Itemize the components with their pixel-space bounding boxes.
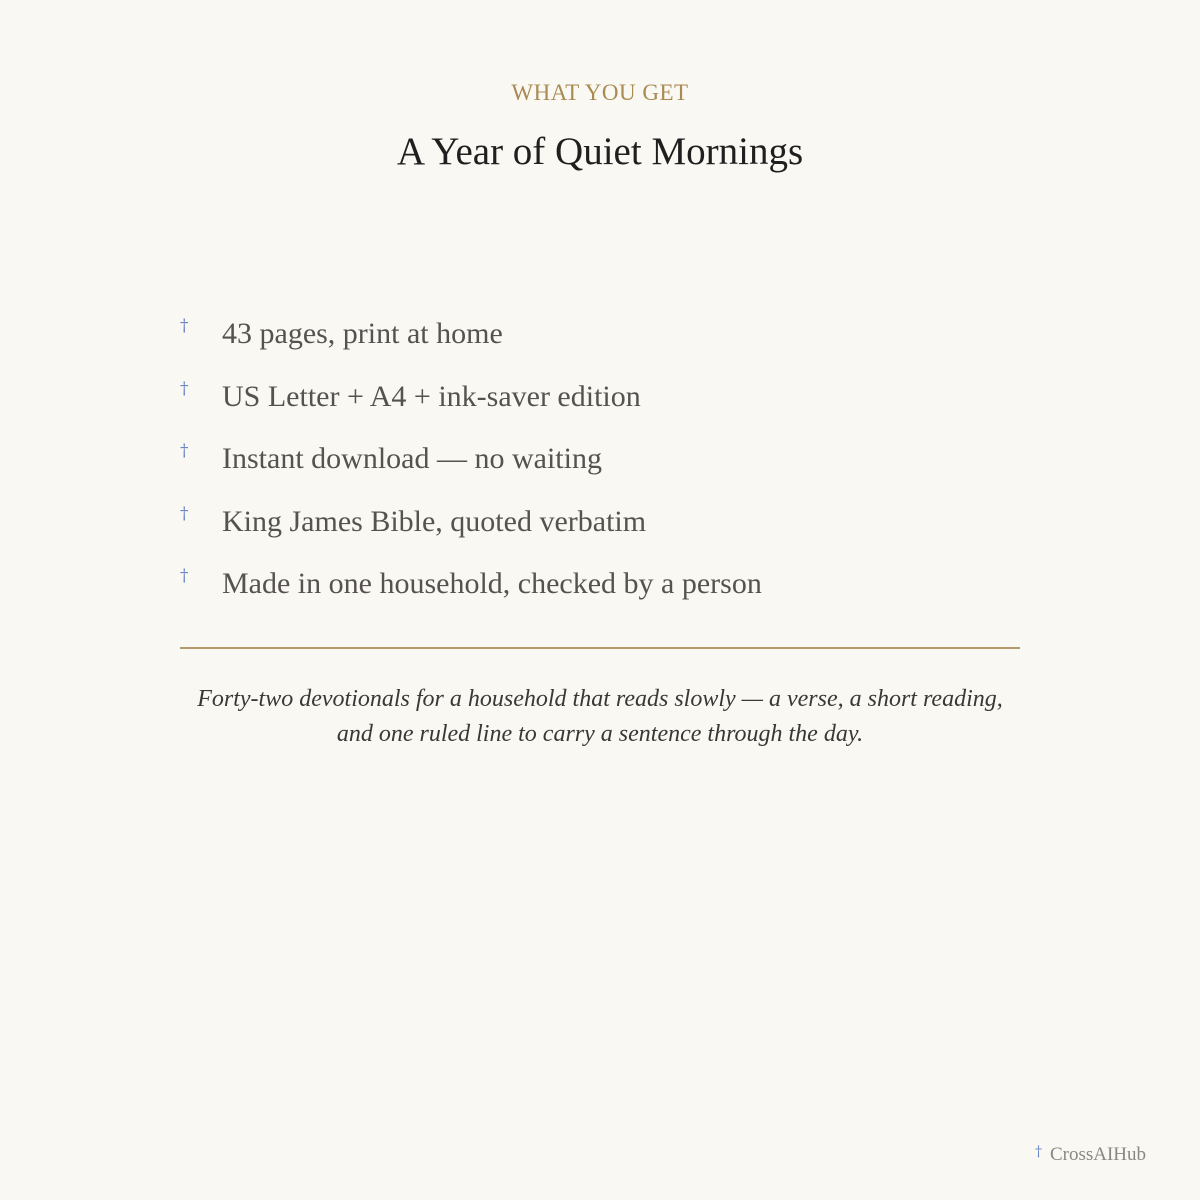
feature-label: US Letter + A4 + ink-saver edition xyxy=(222,379,641,413)
feature-label: King James Bible, quoted verbatim xyxy=(222,504,647,538)
feature-item xyxy=(180,310,1020,373)
cross-icon: † xyxy=(180,316,189,336)
cross-icon: † xyxy=(180,503,189,524)
brand-name: CrossAIHub xyxy=(1049,1144,1146,1165)
feature-item xyxy=(180,498,1020,561)
section-eyebrow: WHAT YOU GET xyxy=(511,80,689,105)
description-blurb: Forty-two devotionals for a household that reads slowly — a verse, a short reading, and one ruled line to carry a sentence through the day. xyxy=(197,686,1003,747)
feature-item xyxy=(180,560,1020,623)
feature-list xyxy=(180,310,1020,623)
feature-label: 43 pages, print at home xyxy=(222,317,503,350)
cross-icon: † xyxy=(180,378,189,399)
divider-rule xyxy=(180,647,1020,649)
feature-label: Made in one household, checked by a person xyxy=(222,567,762,600)
cross-icon: † xyxy=(180,566,189,586)
page-title: A Year of Quiet Mornings xyxy=(396,130,804,173)
cross-icon: † xyxy=(1034,1144,1042,1160)
feature-label: Instant download — no waiting xyxy=(222,442,602,475)
feature-item xyxy=(180,373,1020,436)
cross-icon: † xyxy=(180,441,189,461)
feature-item xyxy=(180,435,1020,498)
brand-signature xyxy=(1035,1143,1146,1168)
